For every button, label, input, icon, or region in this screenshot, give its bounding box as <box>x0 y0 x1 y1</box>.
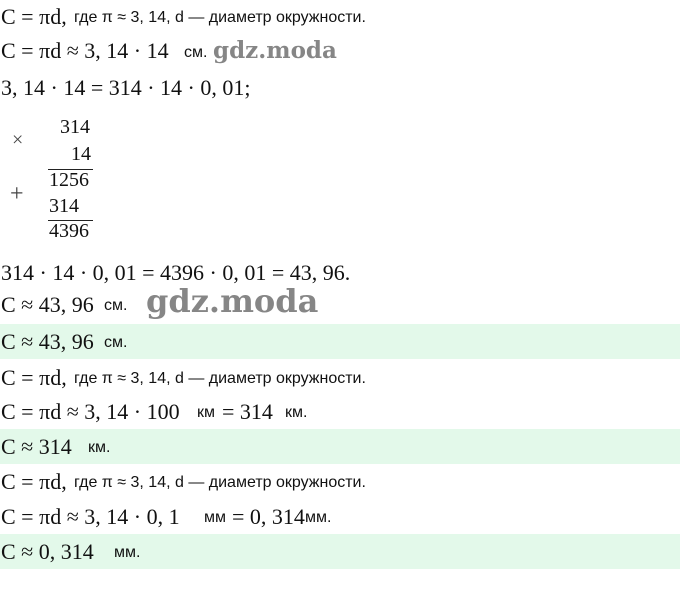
column-result: 4396 <box>49 220 89 242</box>
answer-row-1 <box>0 324 680 359</box>
unit: мм. <box>305 509 332 526</box>
definition-text: где π ≈ 3, 14, d — диаметр окружности. <box>74 9 366 26</box>
line-calc-3 <box>0 258 680 288</box>
answer-unit: мм. <box>114 544 141 561</box>
line-calc-4 <box>0 282 680 322</box>
plus-sign: + <box>10 181 24 207</box>
answer-row-3 <box>0 534 680 569</box>
partial-product-1: 1256 <box>49 169 89 191</box>
answer-formula: C ≈ 43, 96 <box>1 329 94 354</box>
formula: C = πd, <box>1 365 67 390</box>
unit: км <box>197 404 215 421</box>
unit: см. <box>184 44 208 61</box>
result: = 314 <box>222 399 273 424</box>
line-calc-5 <box>0 398 680 428</box>
formula: 314 · 14 · 0, 01 = 4396 · 0, 01 = 43, 96. <box>1 260 351 285</box>
formula: 3, 14 · 14 = 314 · 14 · 0, 01; <box>1 75 251 100</box>
line-definition-2 <box>0 364 680 394</box>
answer-formula: C ≈ 314 <box>1 434 72 459</box>
formula: C = πd ≈ 3, 14 · 100 <box>1 399 180 424</box>
formula: C = πd ≈ 3, 14 · 14 <box>1 38 169 63</box>
definition-text: где π ≈ 3, 14, d — диаметр окружности. <box>74 474 366 491</box>
multiplier: 14 <box>71 143 91 165</box>
formula: C = πd, <box>1 469 67 494</box>
line-calc-2 <box>0 74 680 104</box>
line-calc-6 <box>0 503 680 533</box>
definition-text: где π ≈ 3, 14, d — диаметр окружности. <box>74 370 366 387</box>
formula: C = πd ≈ 3, 14 · 0, 1 <box>1 504 180 529</box>
times-sign: × <box>12 129 24 151</box>
formula: C = πd, <box>1 4 67 29</box>
unit: км. <box>285 404 308 421</box>
line-calc-1 <box>0 36 680 66</box>
line-definition-3 <box>0 468 680 498</box>
multiplicand: 314 <box>60 116 90 138</box>
answer-unit: км. <box>88 439 111 456</box>
partial-product-2: 314 <box>49 195 79 217</box>
unit: см. <box>104 297 128 314</box>
answer-row-2 <box>0 429 680 464</box>
formula: C ≈ 43, 96 <box>1 292 94 317</box>
watermark-small: gdz.moda <box>213 37 337 64</box>
answer-unit: см. <box>104 334 128 351</box>
unit: мм <box>204 509 226 526</box>
answer-formula: C ≈ 0, 314 <box>1 539 94 564</box>
line-definition-1 <box>0 2 680 32</box>
result: = 0, 314 <box>232 504 305 529</box>
watermark-large: gdz.moda <box>146 282 319 320</box>
